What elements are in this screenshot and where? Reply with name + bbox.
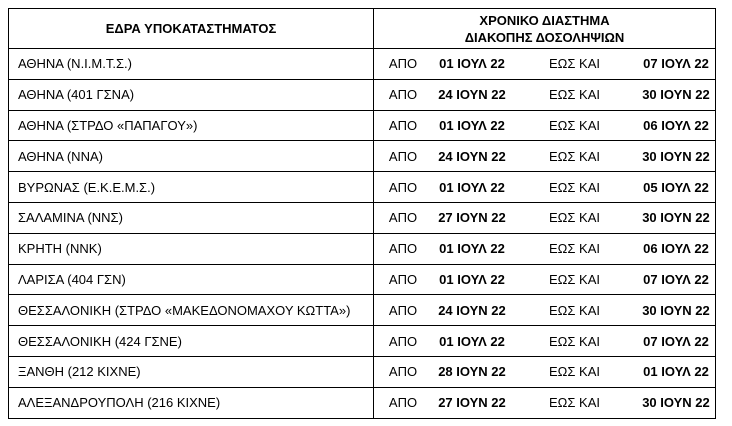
branch-name-cell: ΑΛΕΞΑΝΔΡΟΥΠΟΛΗ (216 ΚΙΧΝΕ)	[9, 387, 374, 418]
to-date: 05 ΙΟΥΛ 22	[643, 179, 709, 195]
period-header-line2: ΔΙΑΚΟΠΗΣ ΔΟΣΟΛΗΨΙΩΝ	[464, 29, 625, 45]
period-range	[374, 118, 715, 133]
from-label: ΑΠΟ	[388, 302, 418, 318]
to-date: 30 ΙΟΥΝ 22	[642, 87, 710, 103]
from-label: ΑΠΟ	[388, 179, 418, 195]
period-cell	[374, 264, 716, 295]
from-label: ΑΠΟ	[388, 117, 418, 133]
table-row	[9, 202, 716, 233]
from-date: 24 ΙΟΥΝ 22	[438, 87, 506, 103]
branch-name-cell: ΒΥΡΩΝΑΣ (Ε.Κ.Ε.Μ.Σ.)	[9, 172, 374, 203]
from-date: 01 ΙΟΥΛ 22	[439, 333, 505, 349]
from-date: 01 ΙΟΥΛ 22	[439, 271, 505, 287]
branch-name-cell: ΣΑΛΑΜΙΝΑ (ΝΝΣ)	[9, 202, 374, 233]
to-date: 06 ΙΟΥΛ 22	[643, 241, 709, 257]
period-range	[374, 364, 715, 379]
to-date: 07 ΙΟΥΛ 22	[643, 333, 709, 349]
from-date: 27 ΙΟΥΝ 22	[438, 395, 506, 411]
period-range	[374, 303, 715, 318]
table-row	[9, 387, 716, 418]
branch-name-cell: ΛΑΡΙΣΑ (404 ΓΣΝ)	[9, 264, 374, 295]
period-range	[374, 56, 715, 71]
period-cell	[374, 202, 716, 233]
from-label: ΑΠΟ	[388, 364, 418, 380]
branch-name-cell: ΑΘΗΝΑ (401 ΓΣΝΑ)	[9, 79, 374, 110]
branch-name-cell: ΑΘΗΝΑ (Ν.Ι.Μ.Τ.Σ.)	[9, 49, 374, 80]
to-label: ΕΩΣ ΚΑΙ	[549, 210, 600, 226]
from-label: ΑΠΟ	[388, 148, 418, 164]
period-range	[374, 87, 715, 102]
table-row	[9, 264, 716, 295]
period-range	[374, 395, 715, 410]
to-date: 30 ΙΟΥΝ 22	[642, 210, 710, 226]
period-cell	[374, 356, 716, 387]
period-cell	[374, 172, 716, 203]
to-label: ΕΩΣ ΚΑΙ	[549, 395, 600, 411]
period-range	[374, 241, 715, 256]
from-label: ΑΠΟ	[388, 210, 418, 226]
from-date: 27 ΙΟΥΝ 22	[438, 210, 506, 226]
period-cell	[374, 387, 716, 418]
from-label: ΑΠΟ	[388, 333, 418, 349]
period-cell	[374, 326, 716, 357]
branch-name-cell: ΞΑΝΘΗ (212 ΚΙΧΝΕ)	[9, 356, 374, 387]
period-column-header	[374, 9, 716, 49]
table-row	[9, 172, 716, 203]
period-cell	[374, 141, 716, 172]
to-label: ΕΩΣ ΚΑΙ	[549, 302, 600, 318]
period-cell	[374, 110, 716, 141]
to-label: ΕΩΣ ΚΑΙ	[549, 241, 600, 257]
from-date: 01 ΙΟΥΛ 22	[439, 56, 505, 72]
table-row	[9, 295, 716, 326]
table-row	[9, 326, 716, 357]
branch-name-cell: ΑΘΗΝΑ (ΣΤΡΔΟ «ΠΑΠΑΓΟΥ»)	[9, 110, 374, 141]
period-range	[374, 334, 715, 349]
to-date: 06 ΙΟΥΛ 22	[643, 117, 709, 133]
from-date: 24 ΙΟΥΝ 22	[438, 302, 506, 318]
to-label: ΕΩΣ ΚΑΙ	[549, 56, 600, 72]
table-row	[9, 49, 716, 80]
from-date: 01 ΙΟΥΛ 22	[439, 117, 505, 133]
to-date: 30 ΙΟΥΝ 22	[642, 148, 710, 164]
period-range	[374, 210, 715, 225]
from-label: ΑΠΟ	[388, 56, 418, 72]
period-range	[374, 149, 715, 164]
from-label: ΑΠΟ	[388, 395, 418, 411]
to-date: 07 ΙΟΥΛ 22	[643, 56, 709, 72]
to-date: 30 ΙΟΥΝ 22	[642, 302, 710, 318]
to-label: ΕΩΣ ΚΑΙ	[549, 364, 600, 380]
to-label: ΕΩΣ ΚΑΙ	[549, 179, 600, 195]
to-label: ΕΩΣ ΚΑΙ	[549, 148, 600, 164]
to-date: 01 ΙΟΥΛ 22	[643, 364, 709, 380]
period-cell	[374, 49, 716, 80]
to-label: ΕΩΣ ΚΑΙ	[549, 333, 600, 349]
branch-name-cell: ΘΕΣΣΑΛΟΝΙΚΗ (ΣΤΡΔΟ «ΜΑΚΕΔΟΝΟΜΑΧΟΥ ΚΩΤΤΑ»)	[9, 295, 374, 326]
table-row	[9, 141, 716, 172]
period-cell	[374, 233, 716, 264]
period-range	[374, 180, 715, 195]
table-row	[9, 79, 716, 110]
from-date: 28 ΙΟΥΝ 22	[438, 364, 506, 380]
to-label: ΕΩΣ ΚΑΙ	[549, 87, 600, 103]
from-label: ΑΠΟ	[388, 271, 418, 287]
to-date: 30 ΙΟΥΝ 22	[642, 395, 710, 411]
table-header-row	[9, 9, 716, 49]
table-row	[9, 356, 716, 387]
from-date: 01 ΙΟΥΛ 22	[439, 241, 505, 257]
to-date: 07 ΙΟΥΛ 22	[643, 271, 709, 287]
period-cell	[374, 79, 716, 110]
from-label: ΑΠΟ	[388, 241, 418, 257]
branch-column-header: ΕΔΡΑ ΥΠΟΚΑΤΑΣΤΗΜΑΤΟΣ	[9, 9, 374, 49]
period-range	[374, 272, 715, 287]
to-label: ΕΩΣ ΚΑΙ	[549, 271, 600, 287]
from-date: 01 ΙΟΥΛ 22	[439, 179, 505, 195]
branch-name-cell: ΑΘΗΝΑ (ΝΝΑ)	[9, 141, 374, 172]
period-cell	[374, 295, 716, 326]
to-label: ΕΩΣ ΚΑΙ	[549, 117, 600, 133]
table-row	[9, 233, 716, 264]
from-label: ΑΠΟ	[388, 87, 418, 103]
from-date: 24 ΙΟΥΝ 22	[438, 148, 506, 164]
table-row	[9, 110, 716, 141]
branch-name-cell: ΚΡΗΤΗ (ΝΝΚ)	[9, 233, 374, 264]
branch-schedule-table	[8, 8, 716, 419]
period-header-line1: ΧΡΟΝΙΚΟ ΔΙΑΣΤΗΜΑ	[479, 12, 610, 28]
branch-name-cell: ΘΕΣΣΑΛΟΝΙΚΗ (424 ΓΣΝΕ)	[9, 326, 374, 357]
